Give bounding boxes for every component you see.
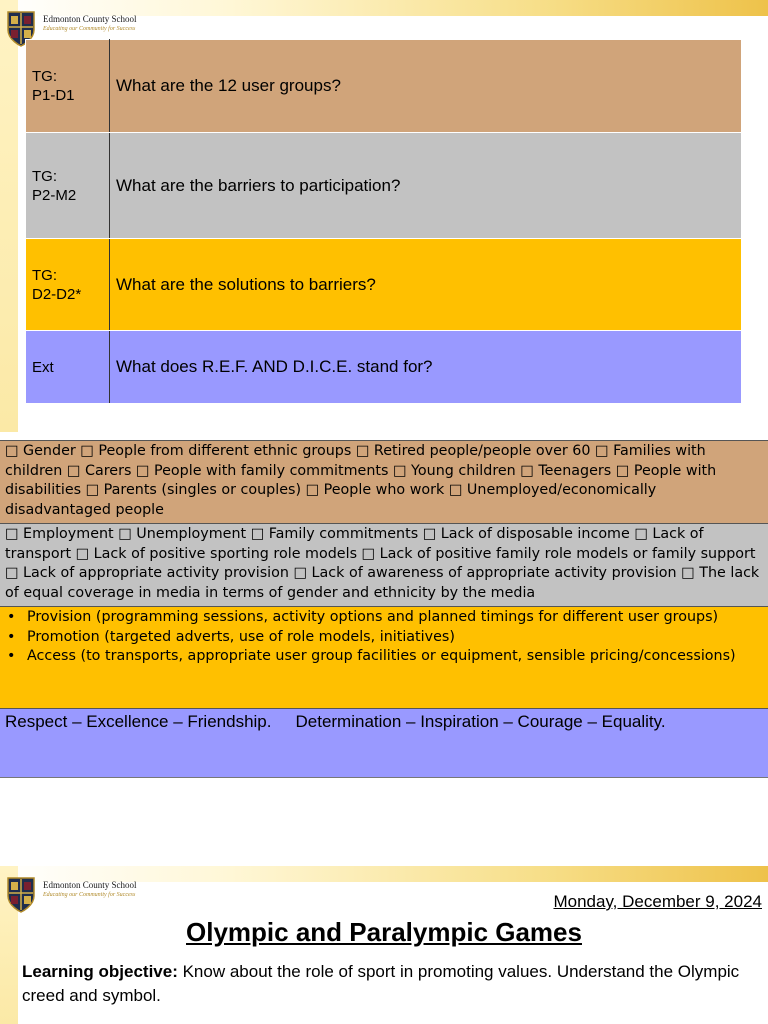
learning-objective [22,960,762,1008]
task-code-line: TG: [32,68,57,85]
answer-panel [0,440,768,778]
task-code [26,133,110,239]
task-code [26,331,110,404]
task-code-line: P2-M2 [32,186,77,204]
task-code-line: P1-D1 [32,87,75,104]
task-question: What does R.E.F. AND D.I.C.E. stand for? [110,331,742,404]
task-code-line: TG: [32,167,57,185]
page-title: Olympic and Paralympic Games [186,917,582,947]
dice-values: Determination – Inspiration – Courage – Equality. [295,712,666,731]
ref-values: Respect – Excellence – Friendship. [5,712,272,731]
school-crest-icon [6,876,36,914]
lesson-date: Monday, December 9, 2024 [553,892,762,911]
answer-ref-dice [0,708,768,778]
answer-user-groups: □ Gender □ People from different ethnic groups □ Retired people/people over 60 □ Families with children □ Carers □ People with family commitments □ Young children □ Teenagers □ People with disabilities □ Parents (singles or couples) □ People who work □ Unemployed/economically disadvantaged people [0,440,768,523]
school-motto: Educating our Community for Success [43,26,136,32]
objective-text: Know about the role of sport in promoting values. Understand the Olympic creed and symbol. [22,962,740,1005]
school-name: Edmonton County School [43,14,137,24]
task-code-line: TG: [32,266,57,284]
task-code-line: D2-D2* [32,285,82,303]
objective-label: Learning objective: [22,962,178,981]
task-table [25,39,742,404]
task-code [26,40,110,133]
list-item: • Access (to transports, appropriate user group facilities or equipment, sensible pricing/concessions) [27,647,763,667]
answer-barriers: □ Employment □ Unemployment □ Family commitments □ Lack of disposable income □ Lack of transport □ Lack of positive sporting role models □ Lack of positive family role models or family support □ Lack of appropriate activity provision □ Lack of awareness of appropriate activity provision □ The lack of equal coverage in media in terms of gender and ethnicity by the media [0,523,768,606]
task-row [26,40,742,133]
school-name: Edmonton County School [43,880,137,890]
task-code-line: Ext [32,358,54,376]
task-question: What are the barriers to participation? [110,133,742,239]
solutions-list [6,608,763,667]
sidebar-gradient [0,0,18,432]
list-item: • Promotion (targeted adverts, use of role models, initiatives) [27,628,763,648]
list-item: • Provision (programming sessions, activity options and planned timings for different user groups) [27,608,763,628]
task-question: What are the solutions to barriers? [110,239,742,331]
task-question: What are the 12 user groups? [110,40,742,133]
task-code [26,239,110,331]
school-logo [6,874,146,918]
task-row [26,239,742,331]
answer-solutions [0,606,768,708]
slide-2 [0,866,768,1024]
task-row [26,133,742,239]
school-motto: Educating our Community for Success [43,892,136,898]
task-row [26,331,742,404]
